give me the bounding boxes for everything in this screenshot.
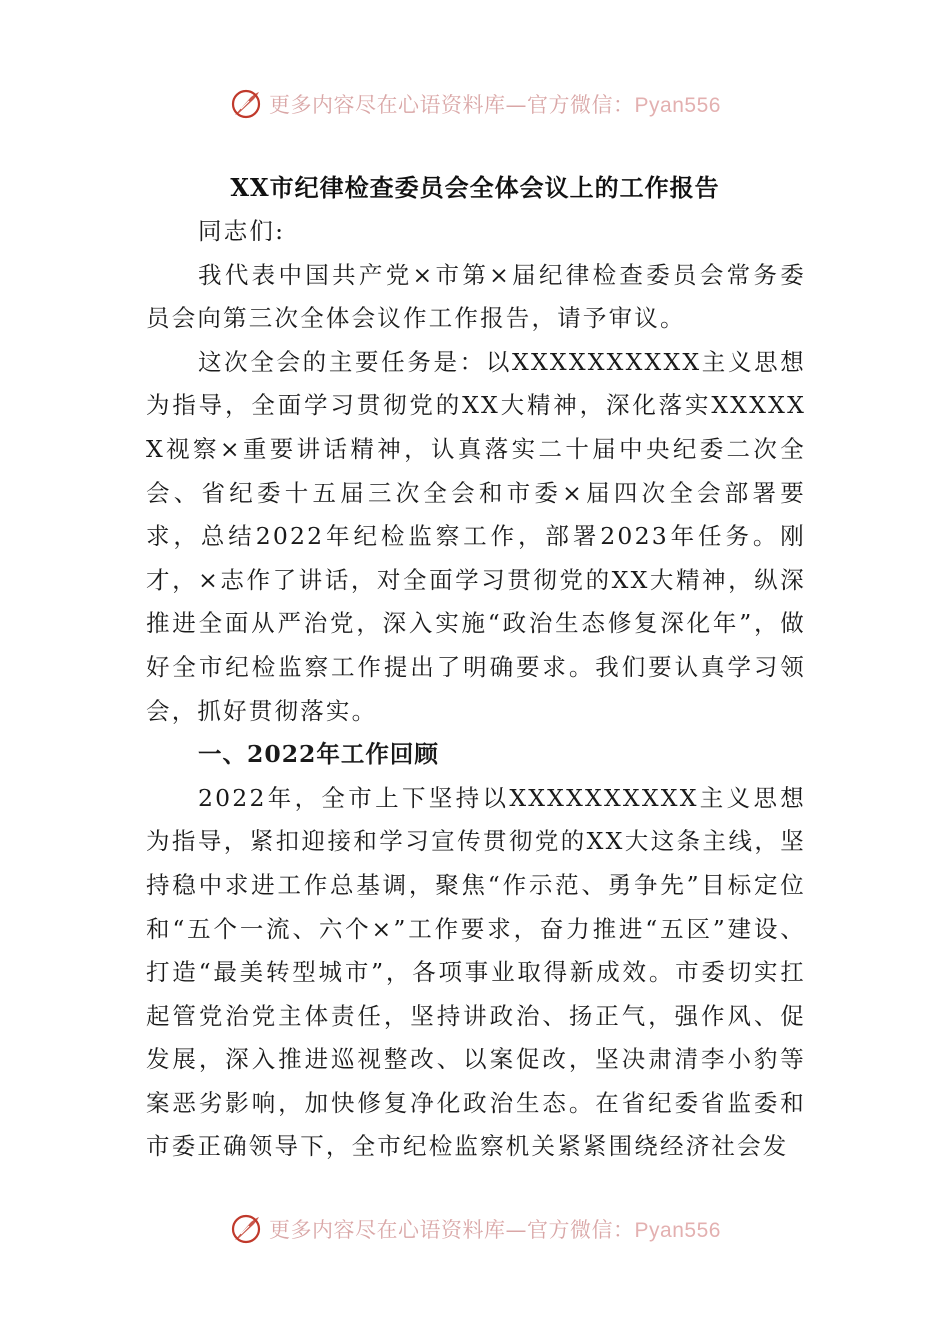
document-body <box>146 210 806 1169</box>
watermark-footer <box>0 1209 950 1249</box>
watermark-text: 更多内容尽在心语资料库—官方微信：Pyan556 <box>269 1218 721 1242</box>
paragraph-intro: 我代表中国共产党×市第×届纪律检查委员会常务委员会向第三次全体会议作工作报告，请予审议。 <box>146 260 806 333</box>
watermark-header <box>0 84 950 124</box>
watermark-text: 更多内容尽在心语资料库—官方微信：Pyan556 <box>269 93 721 117</box>
greeting: 同志们: <box>198 217 286 245</box>
feather-logo-icon <box>229 1212 263 1246</box>
feather-logo-icon <box>229 87 263 121</box>
paragraph-tasks: 这次全会的主要任务是：以XXXXXXXXXX主义思想为指导，全面学习贯彻党的XX大精神，深化落实XXXXXX视察×重要讲话精神，认真落实二十届中央纪委二次全会、省纪委十五届三次全会和市委×届四次全会部署要求，总结2022年纪检监察工作，部署2023年任务。刚才，×志作了讲话，对全面学习贯彻党的XX大精神，纵深推进全面从严治党，深入实施“政治生态修复深化年”，做好全市纪检监察工作提出了明确要求。我们要认真学习领会，抓好贯彻落实。 <box>146 347 806 725</box>
watermark-wechat-id: Pyan556 <box>634 1219 721 1242</box>
paragraph-review: 2022年，全市上下坚持以XXXXXXXXXX主义思想为指导，紧扣迎接和学习宣传贯彻党的XX大这条主线，坚持稳中求进工作总基调，聚焦“作示范、勇争先”目标定位和“五个一流、六个×”工作要求，奋力推进“五区”建设、打造“最美转型城市”，各项事业取得新成效。市委切实扛起管党治党主体责任，坚持讲政治、扬正气，强作风、促发展，深入推进巡视整改、以案促改，坚决肃清李小豹等案恶劣影响，加快修复净化政治生态。在省纪委省监委和市委正确领导下，全市纪检监察机关紧紧围绕经济社会发 <box>146 783 806 1161</box>
watermark-wechat-id: Pyan556 <box>634 94 721 117</box>
document-title: XX市纪律检查委员会全体会议上的工作报告 <box>230 173 720 202</box>
section-heading: 一、2022年工作回顾 <box>198 740 439 769</box>
